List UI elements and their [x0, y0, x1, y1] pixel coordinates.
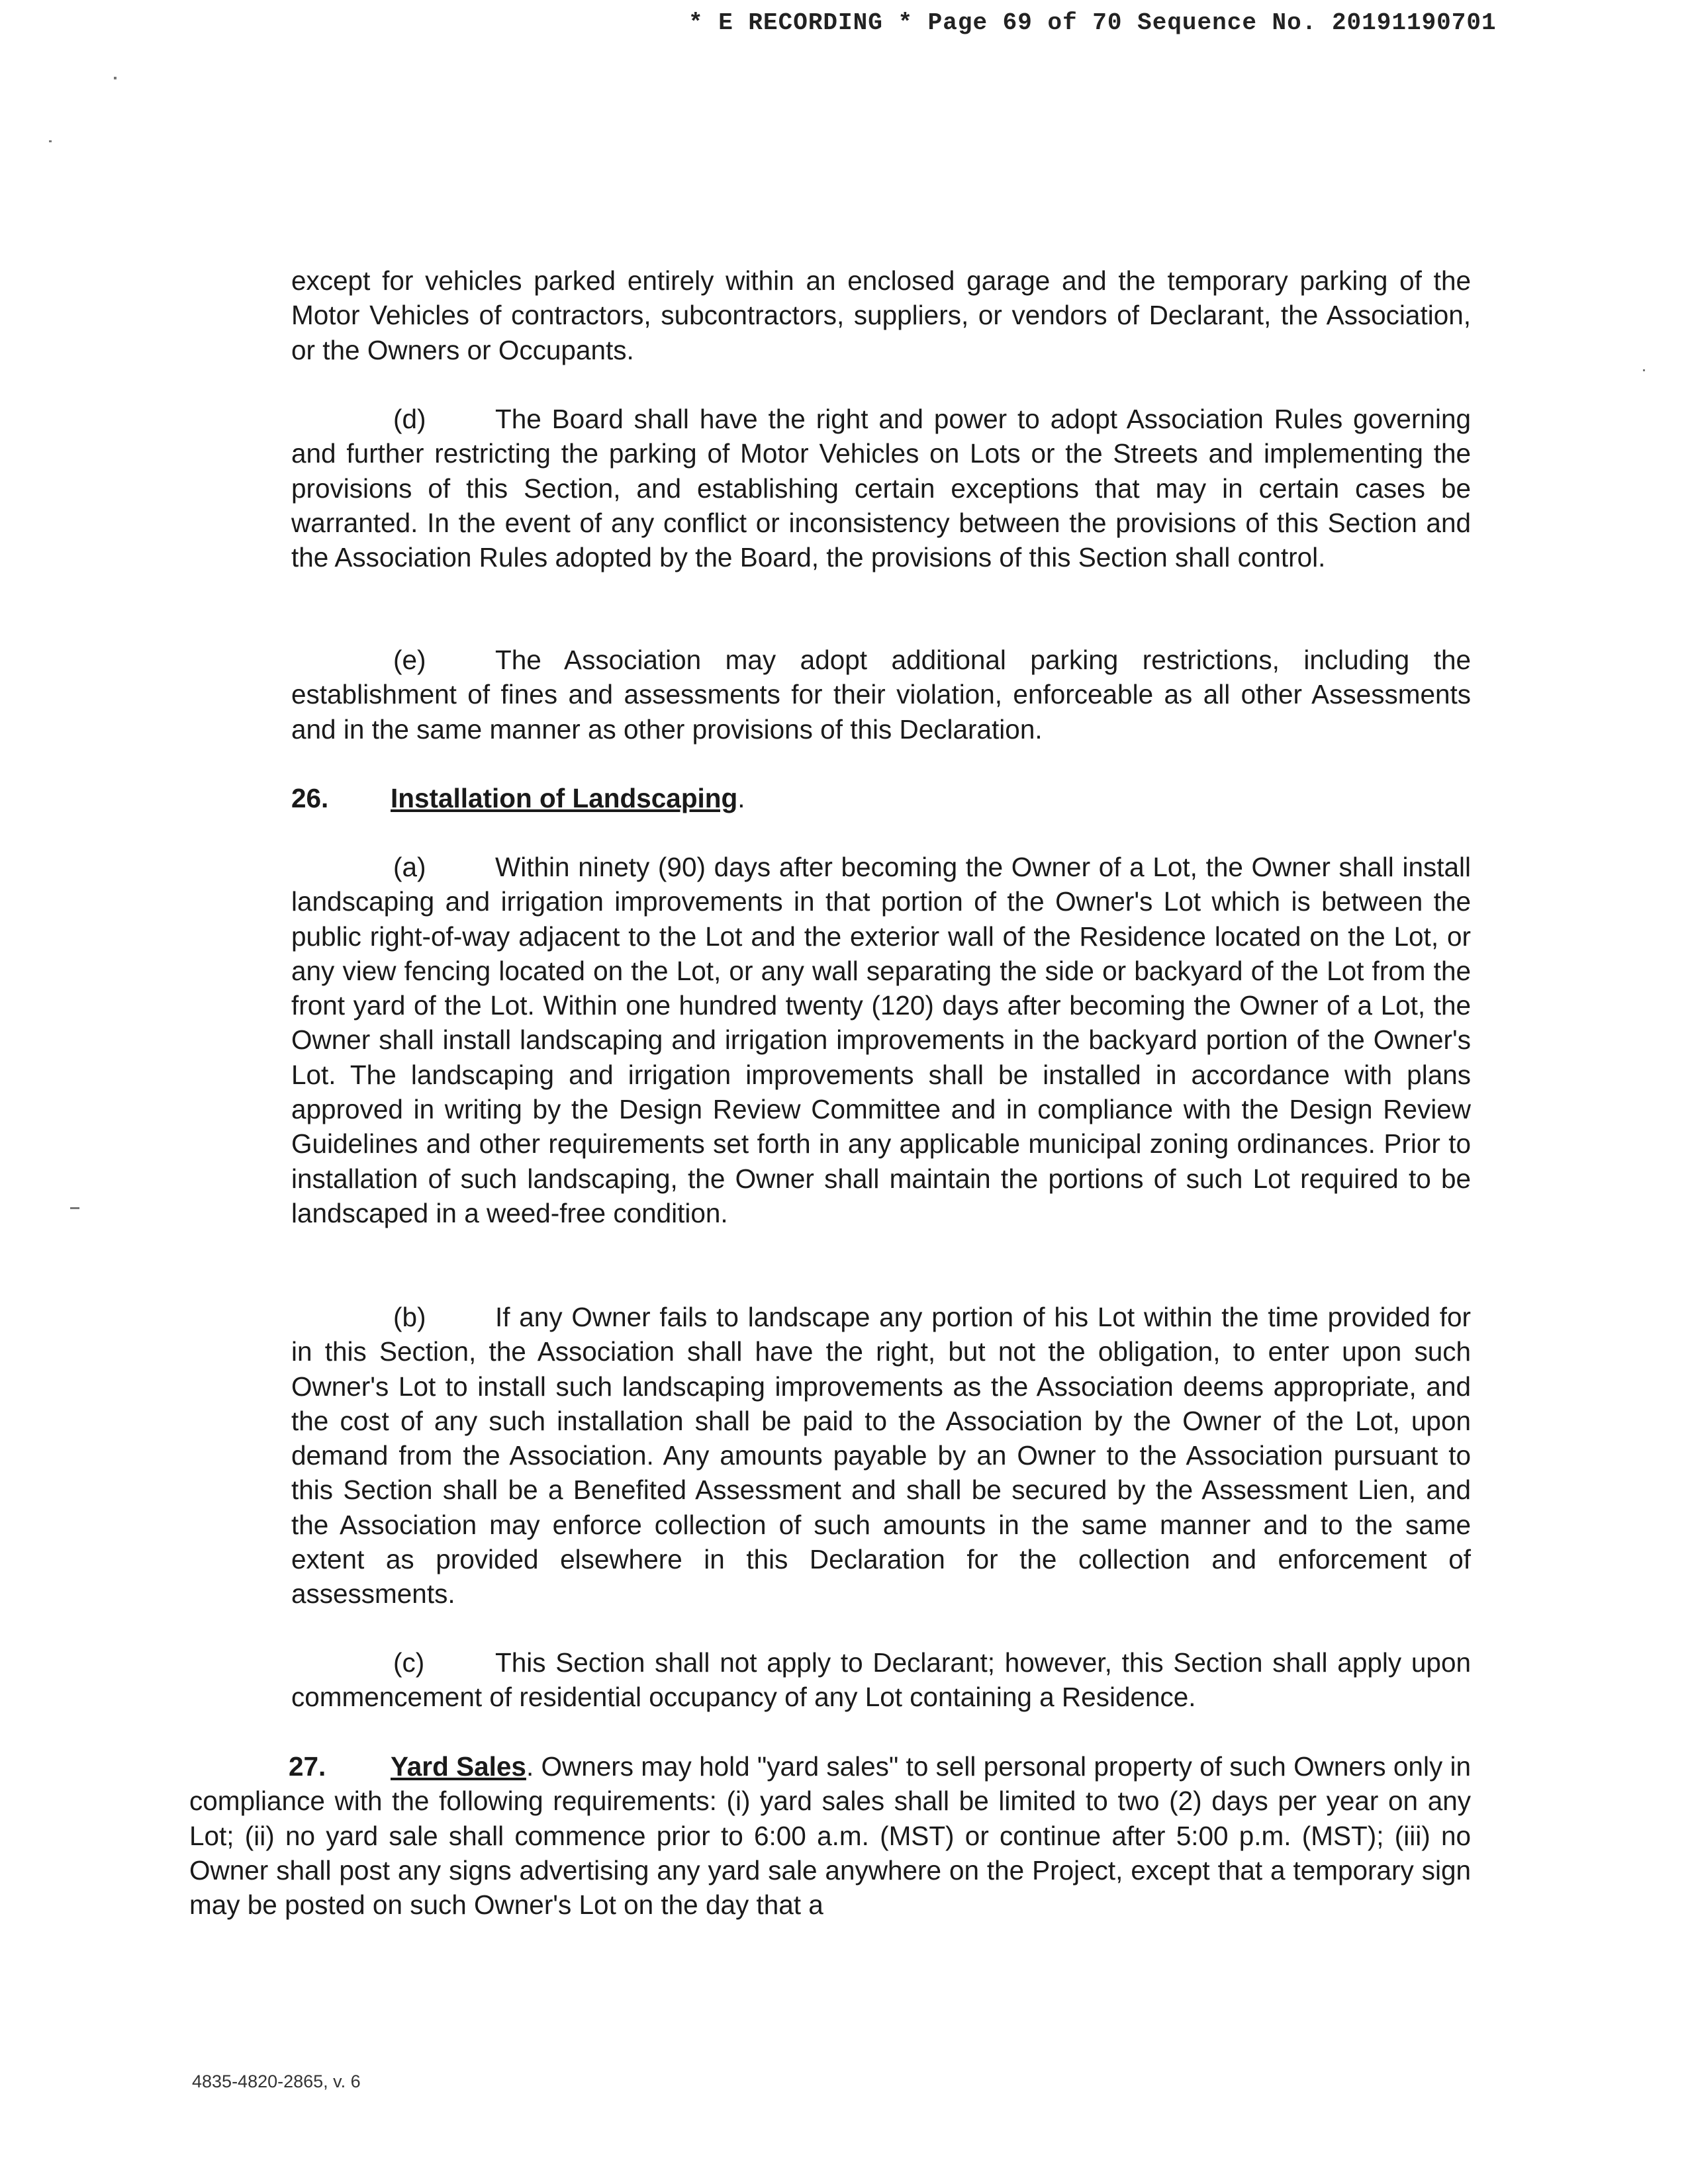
paragraph-d [291, 402, 1471, 574]
paragraph-d-label: (d) [393, 404, 426, 434]
section-26-period: . [737, 783, 745, 813]
section-26-title: Installation of Landscaping [391, 783, 738, 813]
section-26-heading [291, 781, 1471, 815]
scan-speck [49, 140, 52, 142]
document-id-footer: 4835-4820-2865, v. 6 [192, 2071, 361, 2091]
paragraph-e-text: The Association may adopt additional parking restrictions, including the establishment of fines and assessments for their violation, enforceable as all other Assessments and in the same manner as other provisions of this Declaration. [291, 645, 1471, 745]
scan-speck [70, 1207, 79, 1209]
paragraph-26b-text: If any Owner fails to landscape any portion of his Lot within the time provided for in this Section, the Association shall have the right, but not the obligation, to enter upon such Owner's Lot to install such landscaping improvements as the Association deems appropriate, and the cost of any such installation shall be paid to the Association by the Owner of the Lot, upon demand from the Association. Any amounts payable by an Owner to the Association pursuant to this Section shall be a Benefited Assessment and shall be secured by the Assessment Lien, and the Association may enforce collection of such amounts in the same manner and to the same extent as provided elsewhere in this Declaration for the collection and enforcement of assessments. [291, 1302, 1471, 1610]
paragraph-e-label: (e) [393, 645, 426, 675]
paragraph-d-text: The Board shall have the right and power to adopt Association Rules governing and further restricting the parking of Motor Vehicles on Lots or the Streets and implementing the provisions of this Section, and establishing certain exceptions that may in certain cases be warranted. In the event of any conflict or inconsistency between the provisions of this Section and the Association Rules adopted by the Board, the provisions of this Section shall control. [291, 404, 1471, 573]
paragraph-26b [291, 1300, 1471, 1612]
recording-header: * E RECORDING * Page 69 of 70 Sequence No. 20191190701 [688, 9, 1497, 36]
paragraph-e [291, 643, 1471, 747]
section-27 [189, 1749, 1471, 1922]
section-26-number: 26. [291, 783, 329, 813]
scan-speck [1643, 369, 1645, 371]
paragraph-26a-text: Within ninety (90) days after becoming the Owner of a Lot, the Owner shall install landscaping and irrigation improvements in that portion of the Owner's Lot which is between the public right-of-way adjacent to the Lot and the exterior wall of the Residence located on the Lot, or any view fencing located on the Lot, or any wall separating the side or backyard of the Lot from the front yard of the Lot. Within one hundred twenty (120) days after becoming the Owner of a Lot, the Owner shall install landscaping and irrigation improvements in the backyard portion of the Owner's Lot. The landscaping and irrigation improvements shall be installed in accordance with plans approved in writing by the Design Review Committee and in compliance with the Design Review Guidelines and other requirements set forth in any applicable municipal zoning ordinances. Prior to installation of such landscaping, the Owner shall maintain the portions of such Lot required to be landscaped in a weed-free condition. [291, 852, 1471, 1228]
paragraph-26b-label: (b) [393, 1302, 426, 1332]
paragraph-26a [291, 850, 1471, 1230]
paragraph-26c [291, 1645, 1471, 1715]
paragraph-26c-label: (c) [393, 1647, 425, 1678]
paragraph-26a-label: (a) [393, 852, 426, 882]
scan-speck [114, 77, 117, 79]
continuation-paragraph: except for vehicles parked entirely within an enclosed garage and the temporary parking of the Motor Vehicles of contractors, subcontractors, suppliers, or vendors of Declarant, the Association, or the Owners or Occupants. [291, 265, 1471, 365]
section-27-title: Yard Sales [391, 1751, 526, 1782]
section-27-text: . Owners may hold "yard sales" to sell personal property of such Owners only in compliance with the following requirements: (i) yard sales shall be limited to two (2) days per year on any Lot; (ii) no yard sale shall commence prior to 6:00 a.m. (MST) or continue after 5:00 p.m. (MST); (iii) no Owner shall post any signs advertising any yard sale anywhere on the Project, except that a temporary sign may be posted on such Owner's Lot on the day that a [189, 1751, 1471, 1921]
paragraph-26c-text: This Section shall not apply to Declarant; however, this Section shall apply upon commencement of residential occupancy of any Lot containing a Residence. [291, 1647, 1471, 1713]
section-27-number: 27. [289, 1751, 326, 1782]
